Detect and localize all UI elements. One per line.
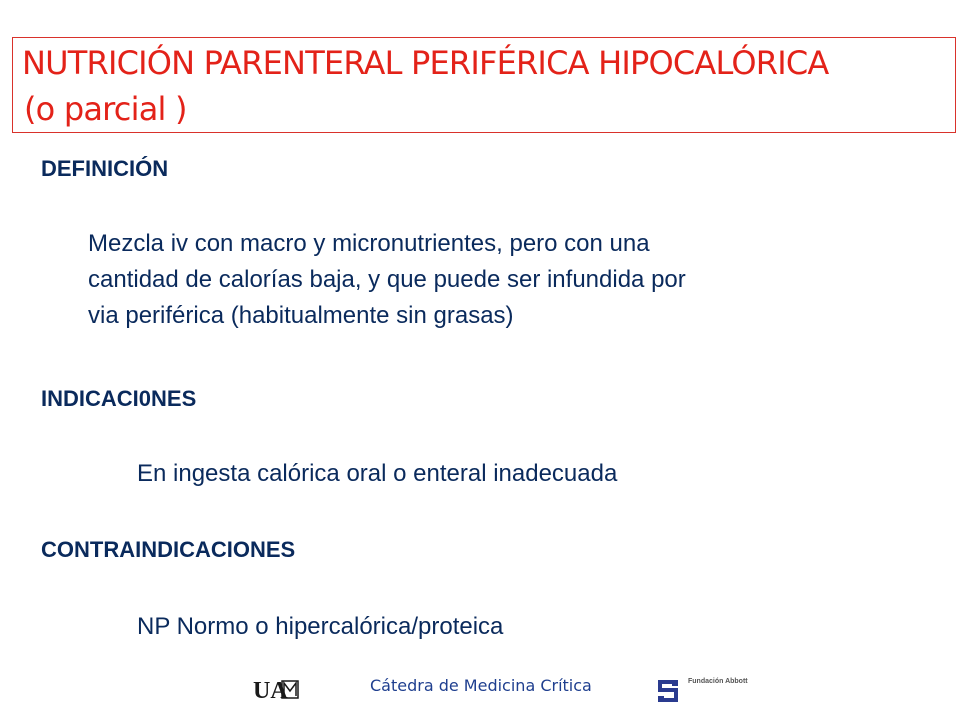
- slide-title: NUTRICIÓN PARENTERAL PERIFÉRICA HIPOCALÓRICA: [22, 44, 829, 82]
- svg-text:UA: UA: [253, 678, 288, 704]
- uam-logo: [253, 674, 301, 704]
- definicion-line-2: cantidad de calorías baja, y que puede ser infundida por: [88, 266, 686, 293]
- definicion-line-1: Mezcla iv con macro y micronutrientes, pero con una: [88, 230, 650, 257]
- indicaciones-text: En ingesta calórica oral o enteral inadecuada: [137, 460, 618, 487]
- contraindicaciones-heading: CONTRAINDICACIONES: [41, 537, 296, 562]
- definicion-line-3: via periférica (habitualmente sin grasas): [88, 302, 514, 329]
- abbott-logo-text: Fundación Abbott: [688, 678, 748, 685]
- footer-caption: Cátedra de Medicina Crítica: [370, 676, 592, 695]
- definicion-heading: DEFINICIÓN: [41, 156, 169, 181]
- indicaciones-heading: INDICACI0NES: [41, 386, 197, 411]
- definicion-body: [88, 226, 686, 334]
- contraindicaciones-text: NP Normo o hipercalórica/proteica: [137, 613, 504, 640]
- slide-subtitle: (o parcial ): [24, 90, 187, 128]
